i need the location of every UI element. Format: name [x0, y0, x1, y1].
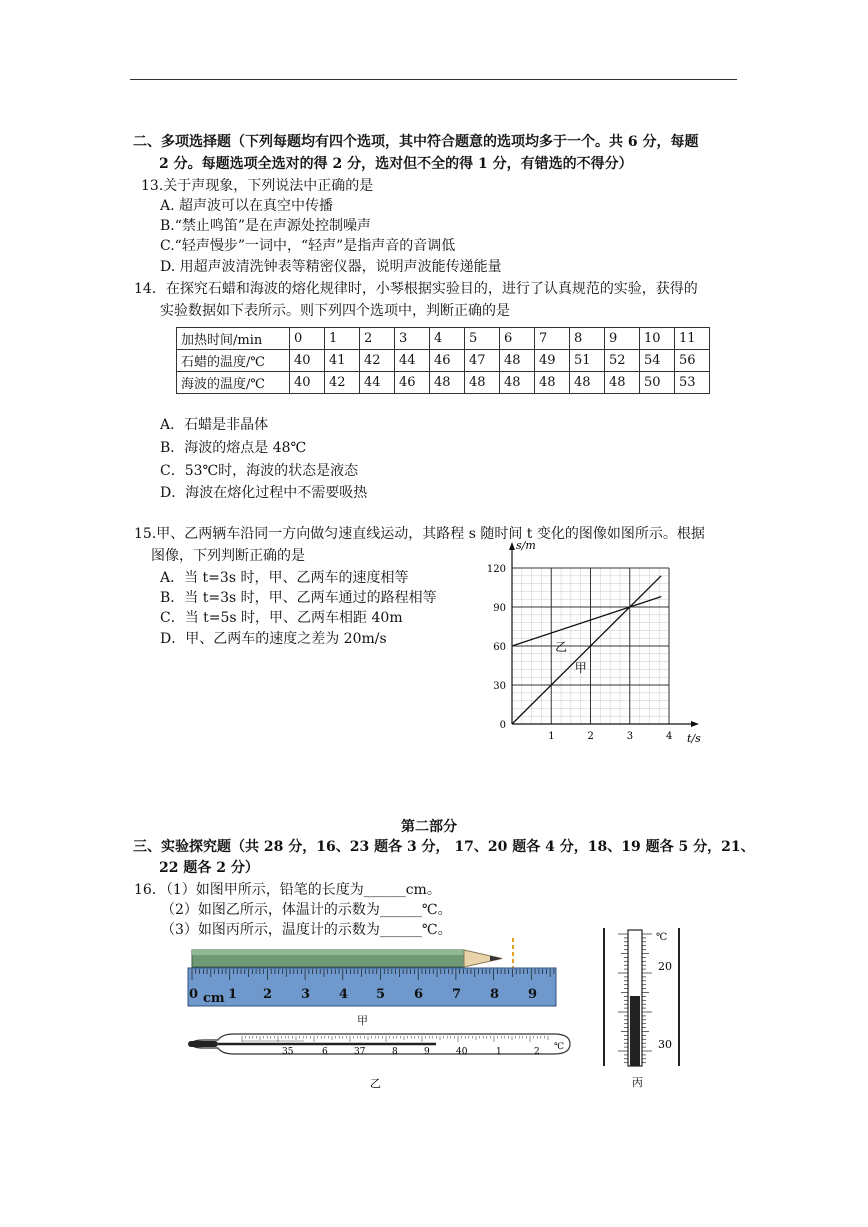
q15-option-c: C．当 t=5s 时，甲、乙两车相距 40m	[160, 610, 403, 626]
table-row	[177, 372, 710, 394]
figure-caption-jia: 甲	[357, 1014, 368, 1027]
ruler-number: 4	[339, 987, 349, 1002]
series-line-0	[512, 576, 661, 724]
chart-series	[512, 576, 661, 724]
table-cell: 48	[500, 372, 535, 394]
top-rule	[130, 79, 737, 80]
q15-option-b: B．当 t=3s 时，甲、乙两车通过的路程相等	[160, 590, 437, 606]
ruler-number: 3	[301, 987, 311, 1002]
y-tick-label: 120	[486, 564, 506, 575]
clinical-scale-number: 1	[496, 1047, 502, 1057]
table-cell: 46	[430, 350, 465, 372]
table-cell: 11	[675, 328, 710, 350]
clinical-scale-number: 40	[456, 1047, 468, 1057]
table-row-label: 海波的温度/℃	[177, 372, 290, 394]
table-cell: 51	[570, 350, 605, 372]
ruler-number: 0	[189, 987, 199, 1002]
chart-tick-labels	[487, 564, 672, 742]
y-tick-label: 0	[499, 720, 506, 731]
q13-option-b: B.“禁止鸣笛”是在声源处控制噪声	[160, 218, 372, 234]
table-cell: 0	[290, 328, 325, 350]
table-row	[177, 328, 710, 350]
q14-option-a: A．石蜡是非晶体	[160, 417, 269, 433]
table-cell: 54	[640, 350, 675, 372]
figure-caption-yi: 乙	[370, 1077, 381, 1090]
clinical-scale-number: 9	[424, 1047, 430, 1057]
section2-header-line1: 二、多项选择题（下列每题均有四个选项，其中符合题意的选项均多于一个。共 6 分，每题	[133, 134, 699, 150]
q15-stem-line2: 图像，下列判断正确的是	[151, 548, 305, 564]
table-cell: 50	[640, 372, 675, 394]
table-cell: 48	[465, 372, 500, 394]
x-axis-label: t/s	[687, 732, 701, 745]
y-tick-label: 90	[493, 603, 506, 614]
table-cell: 47	[465, 350, 500, 372]
q16-item3: （3）如图丙所示，温度计的示数为______℃。	[161, 922, 452, 938]
clinical-unit: ℃	[554, 1042, 565, 1052]
clinical-scale-number: 35	[282, 1047, 294, 1057]
part2-title: 第二部分	[401, 819, 457, 835]
q16-item2: （2）如图乙所示，体温计的示数为______℃。	[161, 902, 452, 918]
x-tick-label: 1	[548, 731, 555, 742]
table-cell: 53	[675, 372, 710, 394]
x-tick-label: 2	[587, 731, 594, 742]
table-cell: 44	[395, 350, 430, 372]
table-cell: 48	[430, 372, 465, 394]
table-cell: 52	[605, 350, 640, 372]
ruler-number: 1	[228, 987, 238, 1002]
series-label-jia: 甲	[574, 661, 587, 675]
table-cell: 40	[290, 350, 325, 372]
table-cell: 6	[500, 328, 535, 350]
table-cell: 48	[500, 350, 535, 372]
thermometer-label: 30	[658, 1038, 672, 1051]
table-row-label: 石蜡的温度/℃	[177, 350, 290, 372]
clinical-scale-number: 6	[322, 1047, 328, 1057]
y-tick-label: 60	[493, 642, 506, 653]
x-axis-arrow	[691, 721, 699, 727]
thermometer-unit: ℃	[656, 932, 668, 943]
table-cell: 48	[570, 372, 605, 394]
q14-stem-line2: 实验数据如下表所示。则下列四个选项中，判断正确的是	[160, 303, 510, 319]
clinical-thermometer-icon	[188, 1034, 570, 1057]
table-cell: 3	[395, 328, 430, 350]
q15-option-a: A．当 t=3s 时，甲、乙两车的速度相等	[160, 570, 409, 586]
q13-stem: 13.关于声现象，下列说法中正确的是	[141, 178, 374, 194]
ruler-unit: cm	[203, 991, 225, 1006]
clinical-thermometer-figure	[184, 1030, 576, 1090]
y-tick-label: 30	[493, 681, 506, 692]
section2-header-line2: 2 分。每题选项全选对的得 2 分，选对但不全的得 1 分，有错选的不得分）	[159, 156, 633, 172]
q15-option-d: D．甲、乙两车的速度之差为 20m/s	[160, 631, 387, 647]
table-cell: 2	[360, 328, 395, 350]
table-cell: 10	[640, 328, 675, 350]
clinical-scale-number: 37	[354, 1047, 366, 1057]
table-cell: 7	[535, 328, 570, 350]
ruler-number: 8	[490, 987, 500, 1002]
table-row	[177, 350, 710, 372]
table-cell: 9	[605, 328, 640, 350]
table-row-label: 加热时间/min	[177, 328, 290, 350]
table-cell: 41	[325, 350, 360, 372]
q13-option-c: C.“轻声慢步”一词中，“轻声”是指声音的音调低	[160, 238, 456, 254]
q15-s-t-chart	[478, 535, 708, 745]
figure-caption-bing: 丙	[632, 1076, 643, 1089]
table-cell: 42	[360, 350, 395, 372]
thermometer-label: 20	[658, 960, 672, 973]
q14-option-c: C．53℃时，海波的状态是液态	[160, 463, 359, 479]
table-cell: 49	[535, 350, 570, 372]
table-cell: 56	[675, 350, 710, 372]
pencil-ruler-figure	[184, 936, 562, 1032]
ruler-number: 6	[414, 987, 424, 1002]
q14-data-table	[176, 327, 710, 394]
thermometer-figure	[596, 924, 686, 1092]
pencil-icon	[192, 950, 502, 967]
table-cell: 5	[465, 328, 500, 350]
table-cell: 1	[325, 328, 360, 350]
ruler-number: 5	[376, 987, 386, 1002]
table-cell: 42	[325, 372, 360, 394]
table-cell: 48	[535, 372, 570, 394]
ruler-icon	[188, 968, 556, 1006]
q15-stem-line1: 15.甲、乙两辆车沿同一方向做匀速直线运动，其路程 s 随时间 t 变化的图像如图所示。根据	[134, 526, 705, 542]
q14-option-d: D．海波在熔化过程中不需要吸热	[160, 485, 368, 501]
section3-header-line1: 三、实验探究题（共 28 分，16、23 题各 3 分， 17、20 题各 4 分，18、19 题各 5 分，21、	[133, 839, 755, 855]
table-cell: 48	[605, 372, 640, 394]
ruler-number: 2	[263, 987, 273, 1002]
y-axis-label: s/m	[516, 539, 536, 552]
section3-header-line2: 22 题各 2 分）	[159, 860, 259, 876]
ruler-number: 7	[452, 987, 462, 1002]
q14-option-b: B．海波的熔点是 48℃	[160, 440, 307, 456]
table-cell: 40	[290, 372, 325, 394]
table-cell: 44	[360, 372, 395, 394]
clinical-scale-number: 8	[392, 1047, 398, 1057]
q16-item1: 16．（1）如图甲所示，铅笔的长度为______cm。	[134, 882, 441, 898]
clinical-scale-number: 2	[534, 1047, 540, 1057]
q13-option-d: D. 用超声波清洗钟表等精密仪器，说明声波能传递能量	[160, 259, 502, 275]
x-tick-label: 4	[666, 731, 673, 742]
table-cell: 4	[430, 328, 465, 350]
ruler-number: 9	[528, 987, 538, 1002]
y-axis-arrow	[509, 542, 515, 550]
q13-option-a: A. 超声波可以在真空中传播	[160, 198, 334, 214]
series-line-1	[512, 597, 661, 646]
series-label-yi: 乙	[555, 640, 568, 655]
thermometer-icon	[604, 928, 679, 1066]
table-cell: 8	[570, 328, 605, 350]
table-cell: 46	[395, 372, 430, 394]
x-tick-label: 3	[626, 731, 634, 742]
q14-stem-line1: 14．在探究石蜡和海波的熔化规律时，小琴根据实验目的，进行了认真规范的实验，获得的	[134, 281, 698, 297]
